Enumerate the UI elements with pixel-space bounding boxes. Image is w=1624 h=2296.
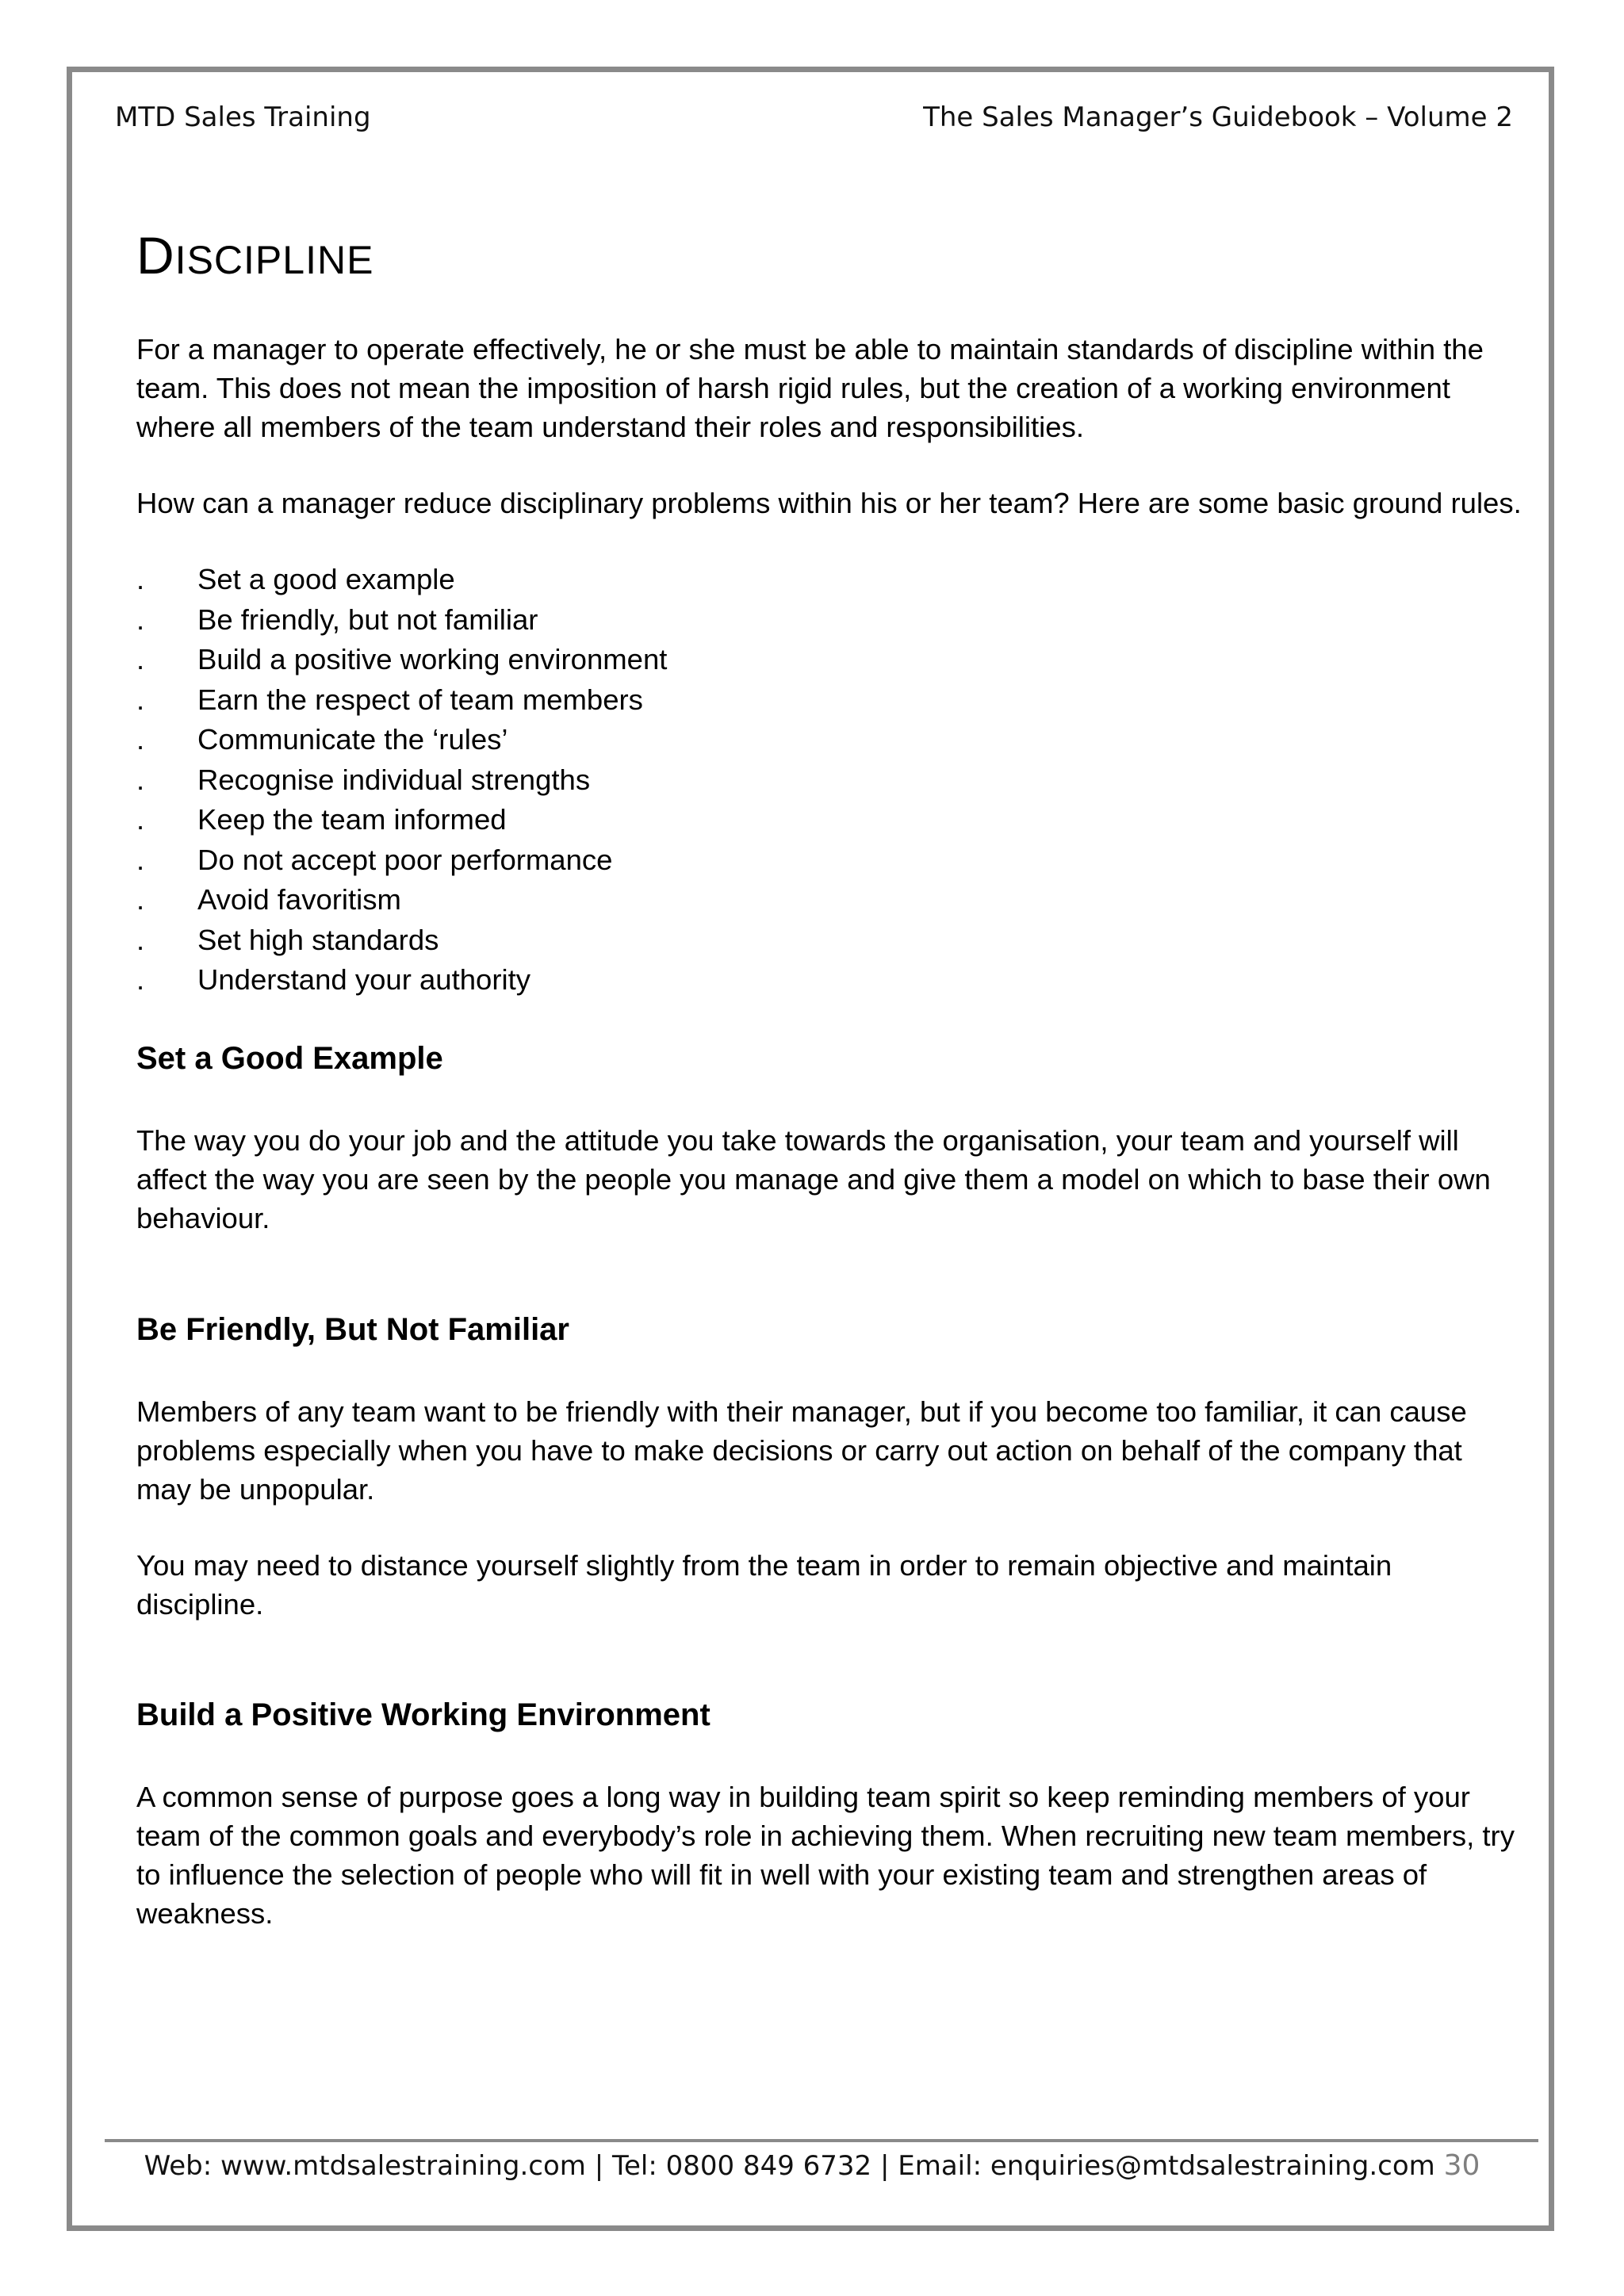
header-right: The Sales Manager’s Guidebook – Volume 2 [923,101,1513,133]
good-example-paragraph: The way you do your job and the attitude you take towards the organisation, your team and yourself will affect the way you are seen by the people you manage and give them a model on which to base their own behaviour. [136,1124,1491,1234]
friendly-paragraph-2: You may need to distance yourself slightly from the team in order to remain objective and maintain discipline. [136,1549,1392,1621]
page-title [136,225,373,290]
friendly-paragraph-1: Members of any team want to be friendly with their manager, but if you become too familiar, it can cause problems especially when you have to make decisions or carry out action on behalf of the company that may be unpopular. [136,1395,1467,1506]
title-first-letter: D [136,226,175,285]
page-number: 30 [1443,2149,1480,2182]
intro-paragraph-2: How can a manager reduce disciplinary problems within his or her team? Here are some basic ground rules. [136,487,1522,519]
title-rest: ISCIPLINE [174,238,374,282]
footer-contact: Web: www.mtdsalestraining.com | Tel: 0800 849 6732 | Email: enquiries@mtdsalestraining.com [144,2150,1435,2182]
header-left: MTD Sales Training [115,101,371,133]
footer [0,2147,1624,2185]
environment-paragraph: A common sense of purpose goes a long way in building team spirit so keep reminding members of your team of the common goals and everybody’s role in achieving them. When recruiting new team members, try to influence the selection of people who will fit in well with your existing team and strengthen areas of weakness. [136,1781,1515,1930]
footer-divider [105,2139,1538,2142]
heading-set-good-example: Set a Good Example [136,1041,443,1076]
intro-paragraph-1: For a manager to operate effectively, he or she must be able to maintain standards of discipline within the team. This does not mean the imposition of harsh rigid rules, but the creation of a working environment where all members of the team understand their roles and responsibilities. [136,333,1484,443]
heading-positive-environment: Build a Positive Working Environment [136,1697,710,1732]
heading-be-friendly: Be Friendly, But Not Familiar [136,1312,569,1347]
